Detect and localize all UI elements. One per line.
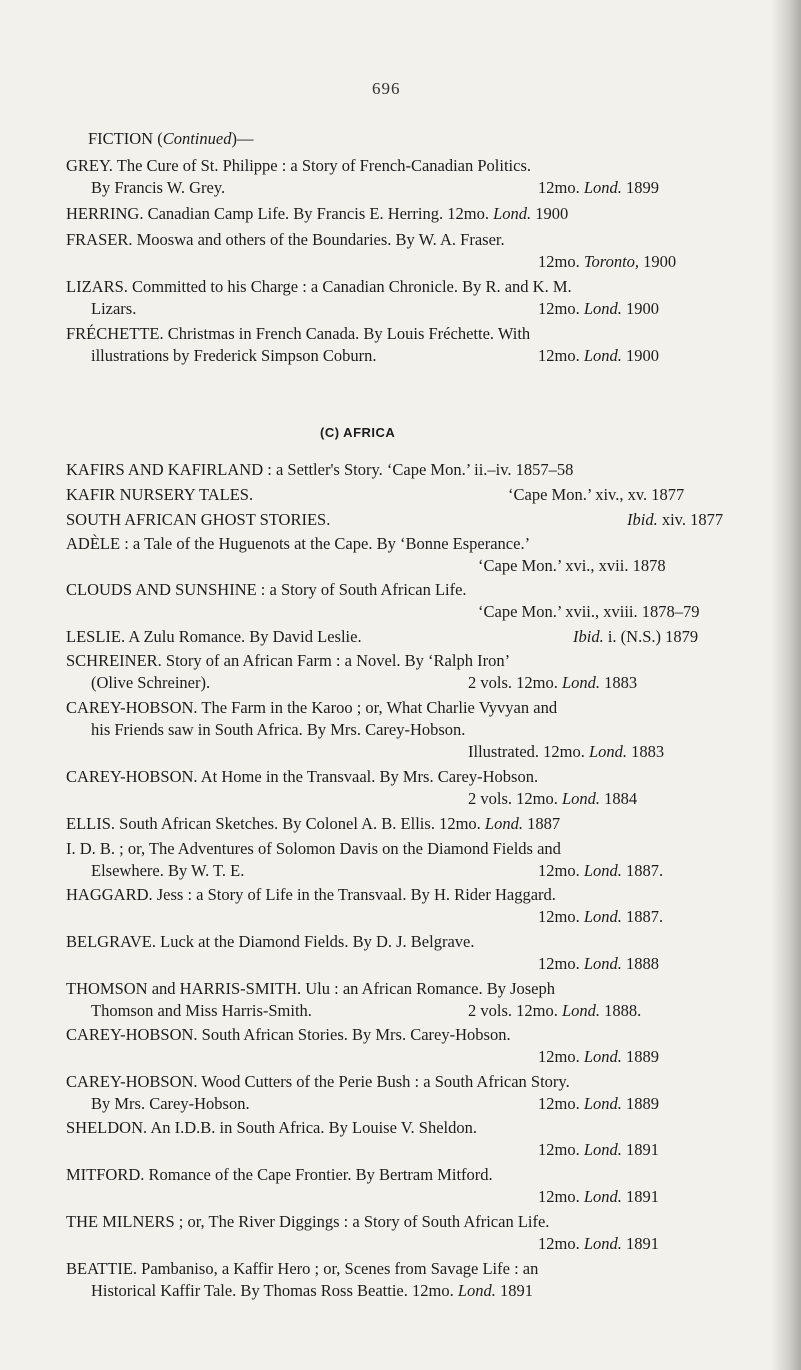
imprint-place: Lond. (561, 673, 601, 692)
imprint-place: Lond. (583, 861, 622, 880)
entry-imprint (627, 509, 723, 531)
entry-imprint (468, 741, 664, 763)
entry-title: LESLIE. A Zulu Romance. By David Leslie. (66, 627, 362, 646)
imprint-year: 1887. (621, 861, 664, 880)
imprint-place: Lond. (561, 789, 601, 808)
entry-author: Historical Kaffir Tale. By Thomas Ross Beattie. 12mo. (91, 1281, 458, 1300)
entry-schreiner (66, 650, 766, 694)
imprint-place: Lond. (583, 346, 622, 365)
entry-clouds (66, 579, 766, 623)
entry-line: ADÈLE : a Tale of the Huguenots at the Cape. By ‘Bonne Esperance.’ (66, 534, 531, 553)
imprint-format: 12mo. (538, 1140, 584, 1159)
entry-line: FRASER. Mooswa and others of the Boundaries. By W. A. Fraser. (66, 230, 505, 249)
imprint-format: 12mo. (538, 178, 584, 197)
entry-frechette (66, 323, 766, 367)
entry-line: FRÉCHETTE. Christmas in French Canada. By Louis Fréchette. With (66, 324, 531, 343)
entry-mitford (66, 1164, 766, 1208)
imprint-format: 12mo. (538, 1094, 584, 1113)
imprint-place: Lond. (583, 1094, 622, 1113)
entry-haggard (66, 884, 766, 928)
entry-beattie (66, 1258, 766, 1302)
entry-ellis (66, 813, 766, 835)
imprint-format: 2 vols. 12mo. (468, 789, 562, 808)
imprint-format: Illustrated. 12mo. (468, 742, 589, 761)
imprint-place: Lond. (493, 204, 532, 223)
entry-imprint (468, 672, 637, 694)
imprint-year: 1891 (621, 1140, 660, 1159)
entry-text: HERRING. Canadian Camp Life. By Francis E. Herring. 12mo. (66, 204, 494, 223)
entry-line: CAREY-HOBSON. At Home in the Transvaal. By Mrs. Carey-Hobson. (66, 767, 539, 786)
imprint-format: 12mo. (538, 1047, 584, 1066)
entry-imprint (538, 251, 676, 273)
entry-line: SCHREINER. Story of an African Farm : a Novel. By ‘Ralph Iron’ (66, 651, 511, 670)
entry-text: ELLIS. South African Sketches. By Colonel A. B. Ellis. 12mo. (66, 814, 485, 833)
imprint-format: 12mo. (538, 299, 584, 318)
imprint-year: 1891 (621, 1187, 660, 1206)
entry-line: GREY. The Cure of St. Philippe : a Story of French-Canadian Politics. (66, 156, 532, 175)
entry-imprint (538, 345, 659, 367)
entry-line: I. D. B. ; or, The Adventures of Solomon Davis on the Diamond Fields and (66, 839, 561, 858)
entry-line (66, 601, 766, 623)
entry-title: SOUTH AFRICAN GHOST STORIES. (66, 510, 331, 529)
imprint-format: 12mo. (538, 1187, 584, 1206)
entry-imprint (573, 626, 698, 648)
entry-milners (66, 1211, 766, 1255)
entry-line (66, 788, 766, 810)
fiction-heading (88, 128, 253, 150)
imprint-year: 1887. (621, 907, 664, 926)
entry-carey-hobson-woodcutters (66, 1071, 766, 1115)
entry-adele (66, 533, 766, 577)
imprint-year: 1891 (495, 1281, 534, 1300)
entry-line (66, 345, 766, 367)
entry-imprint (538, 953, 659, 975)
entry-line (66, 860, 766, 882)
imprint-year: 1891 (621, 1234, 660, 1253)
entry-line: CAREY-HOBSON. The Farm in the Karoo ; or, What Charlie Vyvyan and (66, 698, 558, 717)
imprint-format: 2 vols. 12mo. (468, 673, 562, 692)
entry-line: CAREY-HOBSON. Wood Cutters of the Perie Bush : a South African Story. (66, 1072, 570, 1091)
entry-author: By Mrs. Carey-Hobson. (91, 1094, 250, 1113)
imprint-format: 2 vols. 12mo. (468, 1001, 562, 1020)
entry-sheldon (66, 1117, 766, 1161)
imprint-place: Lond. (583, 1187, 622, 1206)
imprint-place: Toronto, (583, 252, 640, 271)
entry-line (66, 741, 766, 763)
entry-line: MITFORD. Romance of the Cape Frontier. By Bertram Mitford. (66, 1165, 493, 1184)
imprint-place: Lond. (583, 1140, 622, 1159)
entry-kafirs (66, 459, 766, 481)
imprint-year: 1900 (621, 346, 660, 365)
entry-line: BELGRAVE. Luck at the Diamond Fields. By D. J. Belgrave. (66, 932, 475, 951)
imprint-place: Lond. (583, 1047, 622, 1066)
entry-author: By Francis W. Grey. (91, 178, 226, 197)
entry-imprint: ‘Cape Mon.’ xvi., xvii. 1878 (478, 556, 666, 575)
imprint-year: 1900 (531, 204, 569, 223)
imprint-year: 1887 (522, 814, 561, 833)
entry-line (66, 1280, 766, 1302)
entry-imprint (468, 788, 637, 810)
imprint-year: 1899 (621, 178, 660, 197)
entry-carey-hobson-karoo (66, 697, 766, 763)
entry-imprint (538, 1233, 659, 1255)
page-number: 696 (372, 79, 401, 98)
entry-author: Lizars. (91, 299, 137, 318)
heading-prefix: FICTION ( (88, 129, 163, 148)
entry-lizars (66, 276, 766, 320)
imprint-year: 1888 (621, 954, 660, 973)
entry-imprint (538, 1186, 659, 1208)
imprint-ibid: Ibid. (627, 510, 658, 529)
imprint-format: 12mo. (538, 252, 584, 271)
imprint-format: 12mo. (538, 907, 584, 926)
heading-italic: Continued (162, 129, 232, 148)
entry-line (66, 484, 766, 506)
entry-imprint: ‘Cape Mon.’ xvii., xviii. 1878–79 (478, 602, 700, 621)
entry-line: LIZARS. Committed to his Charge : a Canadian Chronicle. By R. and K. M. (66, 277, 572, 296)
entry-author: illustrations by Frederick Simpson Coburn. (91, 346, 377, 365)
entry-kafir-nursery (66, 484, 766, 506)
entry-author: Elsewhere. By W. T. E. (91, 861, 245, 880)
entry-leslie (66, 626, 766, 648)
imprint-place: Lond. (583, 299, 622, 318)
entry-line (66, 203, 766, 225)
imprint-ref: i. (N.S.) 1879 (603, 627, 699, 646)
entry-imprint (538, 1046, 659, 1068)
entry-belgrave (66, 931, 766, 975)
entry-line: THOMSON and HARRIS-SMITH. Ulu : an African Romance. By Joseph (66, 979, 555, 998)
entry-line (66, 251, 766, 273)
entry-ghost-stories (66, 509, 766, 531)
imprint-year: 1900 (639, 252, 677, 271)
imprint-place: Lond. (457, 1281, 496, 1300)
entry-author: Thomson and Miss Harris-Smith. (91, 1001, 312, 1020)
entry-line (66, 1000, 766, 1022)
entry-imprint (538, 177, 659, 199)
imprint-format: 12mo. (538, 861, 584, 880)
entry-line: BEATTIE. Pambaniso, a Kaffir Hero ; or, Scenes from Savage Life : an (66, 1259, 539, 1278)
imprint-year: 1900 (621, 299, 660, 318)
entry-line (66, 953, 766, 975)
imprint-format: 12mo. (538, 346, 584, 365)
imprint-place: Lond. (588, 742, 628, 761)
section-heading-africa: (C) AFRICA (320, 425, 396, 440)
imprint-place: Lond. (583, 954, 622, 973)
entry-imprint (538, 298, 659, 320)
entry-line: CLOUDS AND SUNSHINE : a Story of South African Life. (66, 580, 467, 599)
entry-line: KAFIRS AND KAFIRLAND : a Settler's Story. ‘Cape Mon.’ ii.–iv. 1857–58 (66, 460, 574, 479)
entry-imprint (538, 1093, 659, 1115)
imprint-place: Lond. (583, 907, 622, 926)
imprint-year: 1889 (621, 1047, 660, 1066)
entry-line (66, 672, 766, 694)
entry-line: THE MILNERS ; or, The River Diggings : a Story of South African Life. (66, 1212, 550, 1231)
imprint-place: Lond. (583, 1234, 622, 1253)
entry-title: KAFIR NURSERY TALES. (66, 485, 254, 504)
entry-grey (66, 155, 766, 199)
entry-line (66, 1093, 766, 1115)
entry-imprint (538, 1139, 659, 1161)
entry-line: HAGGARD. Jess : a Story of Life in the Transvaal. By H. Rider Haggard. (66, 885, 556, 904)
entry-line: his Friends saw in South Africa. By Mrs. Carey-Hobson. (91, 720, 466, 739)
page-edge-shadow (771, 0, 801, 1370)
imprint-format: 12mo. (538, 954, 584, 973)
entry-herring (66, 203, 766, 225)
imprint-year: 1889 (621, 1094, 660, 1113)
entry-imprint (468, 1000, 641, 1022)
entry-line: CAREY-HOBSON. South African Stories. By Mrs. Carey-Hobson. (66, 1025, 511, 1044)
entry-line (66, 509, 766, 531)
imprint-year: 1884 (600, 789, 638, 808)
entry-line (66, 555, 766, 577)
entry-author: (Olive Schreiner). (91, 673, 211, 692)
entry-line: SHELDON. An I.D.B. in South Africa. By Louise V. Sheldon. (66, 1118, 477, 1137)
imprint-year: 1883 (600, 673, 638, 692)
imprint-year: 1883 (627, 742, 665, 761)
heading-suffix: )— (231, 129, 254, 148)
imprint-place: Lond. (484, 814, 523, 833)
entry-imprint (538, 906, 663, 928)
entry-line (66, 1186, 766, 1208)
entry-line (66, 906, 766, 928)
entry-thomson (66, 978, 766, 1022)
entry-carey-hobson-stories (66, 1024, 766, 1068)
entry-line (66, 1233, 766, 1255)
imprint-format: 12mo. (538, 1234, 584, 1253)
imprint-place: Lond. (561, 1001, 601, 1020)
entry-line (66, 626, 766, 648)
entry-line (66, 813, 766, 835)
imprint-place: Lond. (583, 178, 622, 197)
entry-line (66, 298, 766, 320)
entry-line (66, 1046, 766, 1068)
imprint-year: 1888. (600, 1001, 642, 1020)
entry-imprint: ‘Cape Mon.’ xiv., xv. 1877 (508, 485, 685, 504)
imprint-ibid: Ibid. (573, 627, 604, 646)
entry-fraser (66, 229, 766, 273)
entry-line (66, 177, 766, 199)
entry-idb (66, 838, 766, 882)
imprint-ref: xiv. 1877 (657, 510, 724, 529)
entry-carey-hobson-transvaal (66, 766, 766, 810)
entry-line (66, 1139, 766, 1161)
entry-imprint (538, 860, 663, 882)
